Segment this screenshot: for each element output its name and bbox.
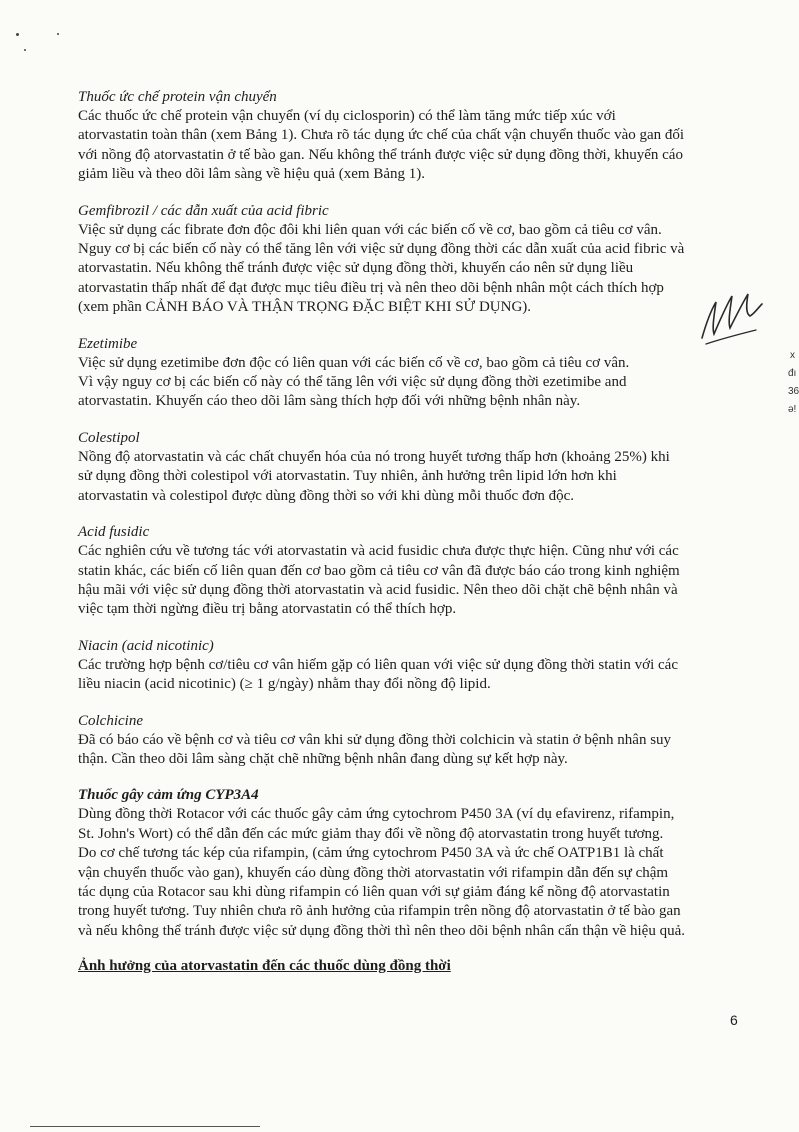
- text-line: atorvastatin toàn thân (xem Bảng 1). Chưa rõ tác dụng ức chế của chất vận chuyển thuốc vào gan đối: [78, 127, 685, 144]
- text-line: Các trường hợp bệnh cơ/tiêu cơ vân hiếm gặp có liên quan với việc sử dụng đồng thời statin với các: [78, 656, 678, 673]
- text-line: thận. Cần theo dõi lâm sàng chặt chẽ những bệnh nhân đang dùng sự kết hợp này.: [78, 750, 568, 767]
- section-heading: Colestipol: [78, 429, 140, 446]
- section-heading: Acid fusidic: [78, 524, 150, 541]
- page-number: 6: [730, 1012, 738, 1028]
- section-heading: Ezetimibe: [78, 335, 138, 352]
- section: [78, 712, 738, 770]
- next-section-heading: Ảnh hưởng của atorvastatin đến các thuốc dùng đồng thời: [78, 958, 451, 975]
- section-paragraph: [78, 542, 738, 620]
- edge-fragment: x: [790, 350, 795, 361]
- text-line: atorvastatin. Khuyến cáo theo dõi lâm sàng thích hợp đối với những bệnh nhân này.: [78, 393, 581, 410]
- section: [78, 429, 738, 506]
- section-heading: Colchicine: [78, 712, 143, 729]
- text-line: Các nghiên cứu về tương tác với atorvastatin và acid fusidic chưa được thực hiện. Cũng như với các: [78, 543, 679, 560]
- section-heading: Thuốc ức chế protein vận chuyển: [78, 89, 277, 105]
- text-line: Việc sử dụng các fibrate đơn độc đôi khi liên quan với các biến cố về cơ, bao gồm cả tiêu cơ vân.: [78, 221, 662, 238]
- text-line: Do cơ chế tương tác kép của rifampin, (cảm ứng cytochrom P450 3A và ức chế OATP1B1 là chất: [78, 845, 664, 862]
- text-line: với nồng độ atorvastatin ở tế bào gan. Nếu không thể tránh được việc sử dụng đồng thời, khuyến cáo: [78, 146, 683, 163]
- scan-speck: [57, 33, 59, 35]
- text-line: trong huyết tương. Tuy nhiên chưa rõ ảnh hưởng của rifampin trên nồng độ atorvastatin ở tế bào gan: [78, 903, 681, 920]
- section-heading: Thuốc gây cảm ứng CYP3A4: [78, 787, 259, 804]
- section-paragraph: [78, 221, 738, 318]
- section-paragraph: [78, 805, 738, 941]
- text-line: Nồng độ atorvastatin và các chất chuyển hóa của nó trong huyết tương thấp hơn (khoảng 25%) khi: [78, 448, 670, 465]
- text-line: sử dụng đồng thời colestipol với atorvastatin. Tuy nhiên, ảnh hưởng trên lipid lớn hơn khi: [78, 468, 617, 485]
- text-line: St. John's Wort) có thể dẫn đến các mức giảm thay đổi về nồng độ atorvastatin trong huyết tương.: [78, 825, 664, 842]
- edge-fragment: ə!: [788, 404, 797, 415]
- text-line: (xem phần CẢNH BÁO VÀ THẬN TRỌNG ĐẶC BIỆT KHI SỬ DỤNG).: [78, 299, 532, 316]
- text-line: liều niacin (acid nicotinic) (≥ 1 g/ngày) nhằm thay đổi nồng độ lipid.: [78, 676, 491, 693]
- edge-fragment: đı: [788, 368, 797, 379]
- text-line: atorvastatin và colestipol được dùng đồng thời so với khi dùng mỗi thuốc đơn độc.: [78, 487, 575, 504]
- text-line: vận chuyển thuốc vào gan), khuyến cáo dùng đồng thời atorvastatin với rifampin dẫn đến sự chậm: [78, 864, 669, 881]
- section: [78, 637, 738, 695]
- text-line: Đã có báo cáo về bệnh cơ và tiêu cơ vân khi sử dụng đồng thời colchicin và statin ở bệnh nhân suy: [78, 731, 672, 748]
- text-line: tác dụng của Rotacor sau khi dùng rifampin có liên quan với sự giảm đáng kể nồng độ atorvastatin: [78, 883, 670, 900]
- handwritten-signature: [696, 276, 766, 346]
- section-heading: Niacin (acid nicotinic): [78, 637, 214, 654]
- text-line: statin khác, các biến cố liên quan đến cơ bao gồm cả tiêu cơ vân đã được báo cáo trong kinh nghiệm: [78, 562, 680, 579]
- bottom-rule: [30, 1126, 260, 1127]
- section-paragraph: [78, 731, 738, 770]
- text-line: Dùng đồng thời Rotacor với các thuốc gây cảm ứng cytochrom P450 3A (ví dụ efavirenz, rifampin,: [78, 806, 675, 823]
- text-line: và nếu không thể tránh được việc sử dụng đồng thời thì nên theo dõi bệnh nhân cẩn thận về hiệu quả.: [78, 922, 685, 939]
- section-paragraph: [78, 107, 738, 185]
- scan-speck: [16, 33, 19, 36]
- section-paragraph: [78, 448, 738, 506]
- section: [78, 202, 738, 318]
- document-body: [78, 88, 738, 975]
- section-paragraph: [78, 354, 738, 412]
- text-line: Nguy cơ bị các biến cố này có thể tăng lên với việc sử dụng đồng thời các dẫn xuất của acid fibric và: [78, 241, 685, 258]
- section: [78, 523, 738, 620]
- text-line: Các thuốc ức chế protein vận chuyển (ví dụ ciclosporin) có thể làm tăng mức tiếp xúc với: [78, 108, 616, 124]
- text-line: hậu mãi với việc sử dụng đồng thời atorvastatin và acid fusidic. Nên theo dõi chặt chẽ bệnh nhân và: [78, 581, 678, 598]
- text-line: atorvastatin. Nếu không thể tránh được việc sử dụng đồng thời, khuyến cáo nên sử dụng liều: [78, 260, 634, 277]
- section-heading: Gemfibrozil / các dẫn xuất của acid fibric: [78, 202, 329, 219]
- text-line: giảm liều và theo dõi lâm sàng về hiệu quả (xem Bảng 1).: [78, 166, 425, 183]
- scan-speck: [24, 49, 26, 51]
- text-line: atorvastatin thấp nhất để đạt được mục tiêu điều trị và nên theo dõi bệnh nhân một cách thích hợp: [78, 279, 664, 296]
- text-line: Việc sử dụng ezetimibe đơn độc có liên quan với các biến cố về cơ, bao gồm cả tiêu cơ vân.: [78, 354, 630, 371]
- section: [78, 88, 738, 185]
- edge-fragments: [786, 350, 799, 670]
- edge-fragment: 36: [788, 386, 799, 397]
- text-line: Vì vậy nguy cơ bị các biến cố này có thể tăng lên với việc sử dụng đồng thời ezetimibe and: [78, 374, 627, 391]
- section: [78, 335, 738, 412]
- text-line: việc tạm thời ngừng điều trị bằng atorvastatin có thể thích hợp.: [78, 601, 457, 618]
- section: [78, 786, 738, 941]
- section-paragraph: [78, 656, 738, 695]
